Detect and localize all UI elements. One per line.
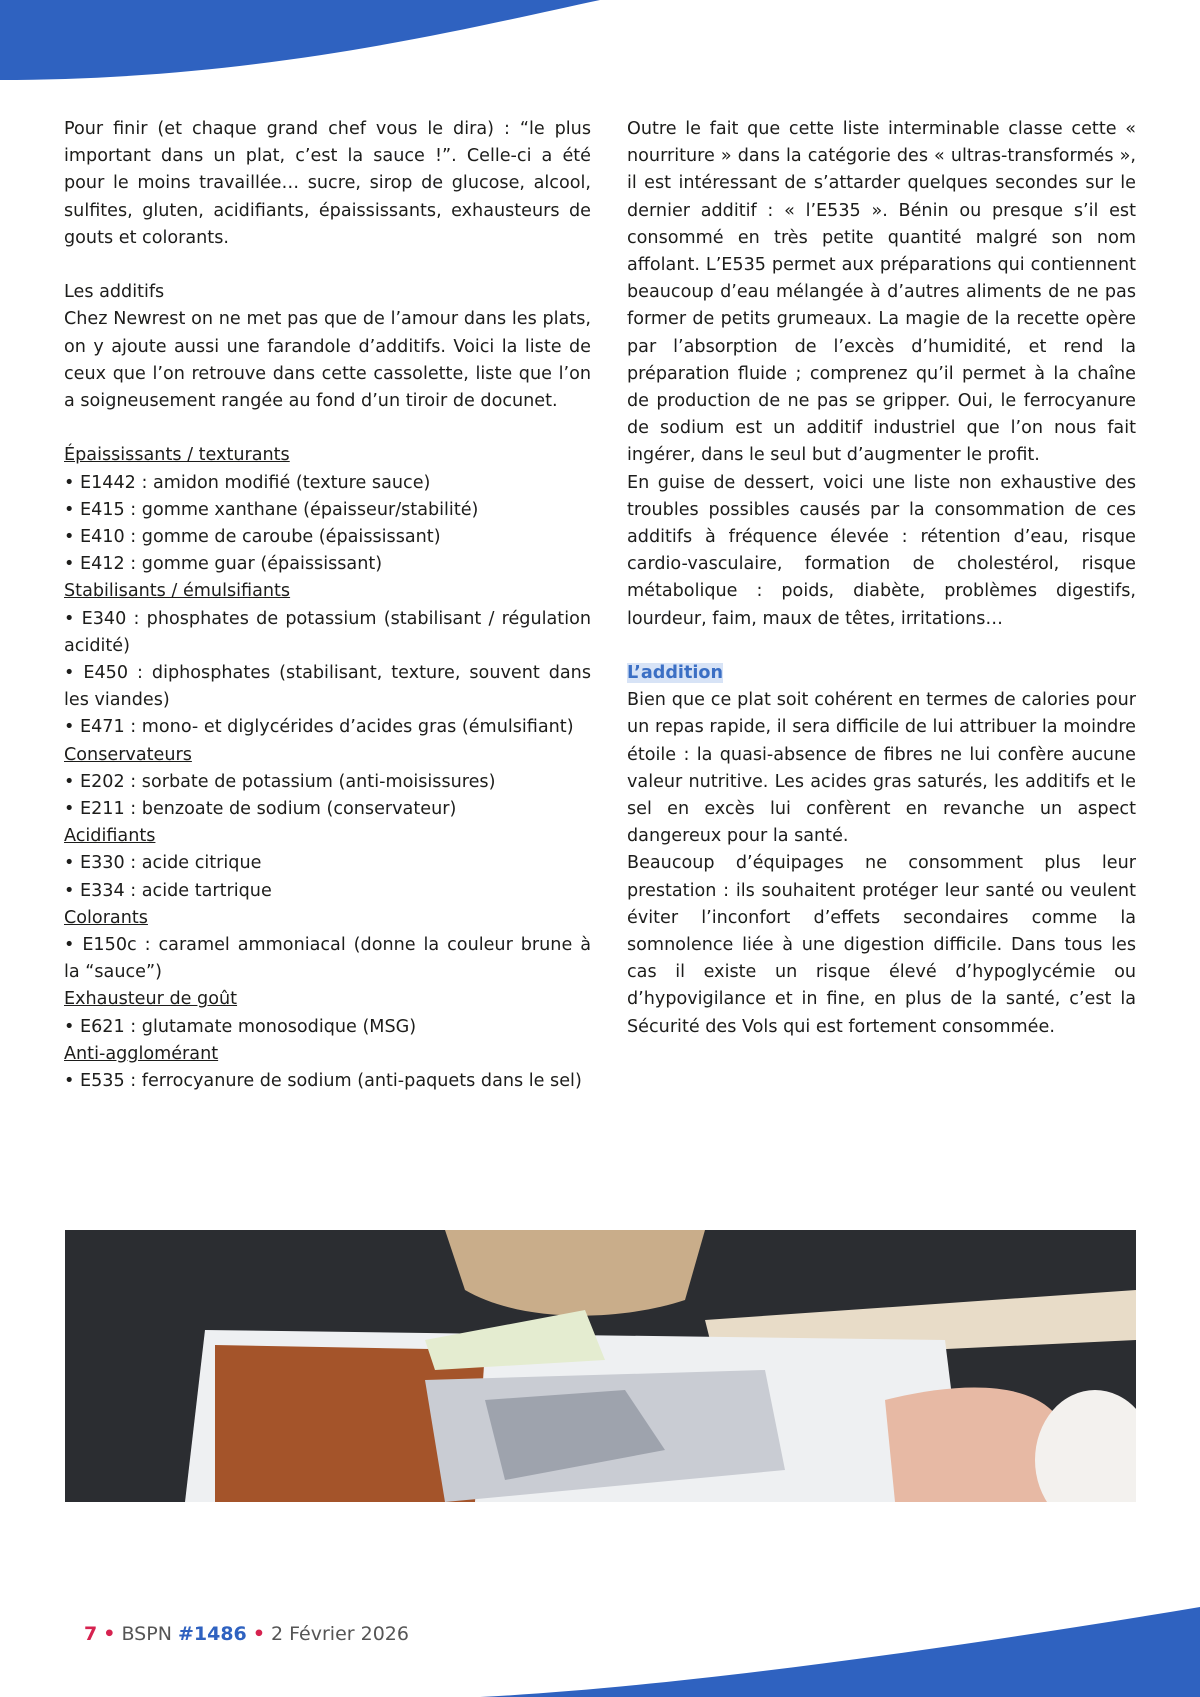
additive-item: • E202 : sorbate de potassium (anti-moisissures) bbox=[64, 771, 496, 792]
top-wave-decoration bbox=[0, 0, 600, 90]
additive-item: • E1442 : amidon modifié (texture sauce) bbox=[64, 472, 431, 493]
additive-item: • E150c : caramel ammoniacal (donne la couleur brune à la “sauce”) bbox=[64, 935, 591, 983]
additive-item: • E621 : glutamate monosodique (MSG) bbox=[64, 1016, 417, 1037]
additive-item: • E412 : gomme guar (épaississant) bbox=[64, 554, 383, 575]
additive-group-title: Acidifiants bbox=[64, 826, 156, 847]
additive-item: • E211 : benzoate de sodium (conservateur) bbox=[64, 799, 457, 820]
additive-item: • E450 : diphosphates (stabilisant, texture, souvent dans les viandes) bbox=[64, 663, 591, 711]
additive-group-title: Anti-agglomérant bbox=[64, 1043, 219, 1064]
additifs-paragraph: Chez Newrest on ne met pas que de l’amour dans les plats, on y ajoute aussi une farandole d’additifs. Voici la liste de ceux que l’on retrouve dans cette cassolette, liste que l’on a soigneusement rangée au fond d’un tiroir de docunet. bbox=[64, 309, 591, 412]
additive-item: • E340 : phosphates de potassium (stabilisant / régulation acidité) bbox=[64, 608, 591, 656]
addition-paragraph: Bien que ce plat soit cohérent en termes de calories pour un repas rapide, il sera difficile de lui attribuer la moindre étoile : la quasi-absence de fibres ne lui confère aucune valeur nutritive. Les acides gras saturés, les additifs et le sel en excès lui confèrent en revanche un aspect dangereux pour la santé. bbox=[627, 690, 1136, 847]
additive-item: • E471 : mono- et diglycérides d’acides gras (émulsifiant) bbox=[64, 717, 574, 738]
additive-item: • E330 : acide citrique bbox=[64, 853, 262, 874]
additive-group-title: Exhausteur de goût bbox=[64, 989, 238, 1010]
additive-group-title: Colorants bbox=[64, 907, 148, 928]
additives-list bbox=[64, 442, 591, 1095]
right-column bbox=[627, 116, 1136, 1041]
additive-item: • E415 : gomme xanthane (épaisseur/stabilité) bbox=[64, 499, 479, 520]
intro-paragraph: Pour finir (et chaque grand chef vous le dira) : “le plus important dans un plat, c’est la sauce !”. Celle-ci a été pour le moins travaillée… sucre, sirop de glucose, alcool, sulfites, gluten, acidifiants, épaississants, exhausteurs de gouts et colorants. bbox=[64, 119, 591, 248]
e535-paragraph: Outre le fait que cette liste interminable classe cette « nourriture » dans la catégorie des « ultras-transformés », il est intéressant de s’attarder quelques secondes sur le dernier additif : « l’E535 ». Bénin ou presque s’il est consommé en très petite quantité malgré son nom affolant. L’E535 permet aux préparations qui contiennent beaucoup d’eau mélangée à d’autres aliments de ne pas former de petits grumeaux. La magie de la recette opère par l’absorption de l’excès d’humidité, et rend la préparation fluide ; comprenez qu’il permet à la chaîne de production de ne pas se gripper. Oui, le ferrocyanure de sodium est un additif industriel que l’on nous fait ingérer, dans le seul but d’augmenter le profit. bbox=[627, 119, 1136, 466]
meal-tray-photo bbox=[65, 1230, 1136, 1502]
publication-name: BSPN bbox=[121, 1623, 172, 1645]
additive-group-title: Épaississants / texturants bbox=[64, 445, 290, 466]
page-footer: 7 • BSPN #1486 • 2 Février 2026 bbox=[84, 1623, 409, 1645]
additive-item: • E535 : ferrocyanure de sodium (anti-paquets dans le sel) bbox=[64, 1071, 582, 1092]
additive-item: • E410 : gomme de caroube (épaississant) bbox=[64, 527, 441, 548]
left-column bbox=[64, 116, 591, 1095]
additive-item: • E334 : acide tartrique bbox=[64, 880, 272, 901]
troubles-paragraph: En guise de dessert, voici une liste non exhaustive des troubles possibles causés par la consommation de ces additifs à fréquence élevée : rétention d’eau, risque cardio-vasculaire, formation de cholestérol, risque métabolique : poids, diabète, problèmes digestifs, lourdeur, faim, maux de têtes, irritations… bbox=[627, 472, 1136, 629]
additive-group-title: Stabilisants / émulsifiants bbox=[64, 581, 291, 602]
page-number: 7 bbox=[84, 1623, 98, 1645]
issue-number: #1486 bbox=[177, 1623, 247, 1645]
issue-date: 2 Février 2026 bbox=[271, 1623, 409, 1645]
additive-group-title: Conservateurs bbox=[64, 744, 192, 765]
additifs-title: Les additifs bbox=[64, 282, 165, 303]
bottom-wave-decoration bbox=[480, 1607, 1200, 1697]
equipages-paragraph: Beaucoup d’équipages ne consomment plus leur prestation : ils souhaitent protéger leur santé ou veulent éviter l’inconfort d’effets secondaires comme la somnolence liée à une digestion difficile. Dans tous les cas il existe un risque élevé d’hypoglycémie ou d’hypovigilance et in fine, en plus de la santé, c’est la Sécurité des Vols qui est fortement consommée. bbox=[627, 853, 1136, 1037]
addition-title: L’addition bbox=[627, 663, 723, 684]
